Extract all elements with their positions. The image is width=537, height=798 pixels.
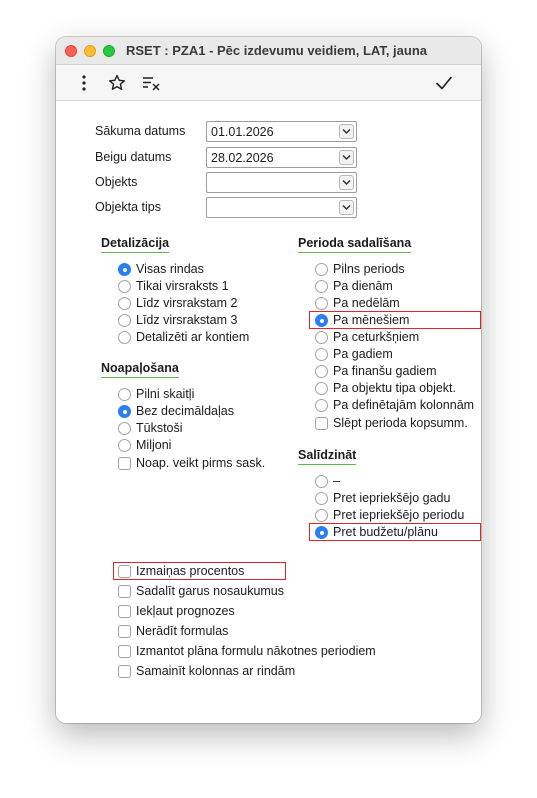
checkbox[interactable] <box>118 645 131 658</box>
radio[interactable] <box>118 280 131 293</box>
chevron-down-icon[interactable] <box>339 200 354 215</box>
end-date-label: Beigu datums <box>95 150 172 164</box>
radio-selected[interactable] <box>118 405 131 418</box>
object-type-label: Objekta tips <box>95 200 162 214</box>
object-combo[interactable] <box>206 172 357 193</box>
form-content: Sākuma datums 01.01.2026 Beigu datums 28.02.2026 Objekts Objekta tips Detalizācija Visas rindas Tikai virsraksts 1 Līdz virsrakstam 2 Līdz virsrakstam 3 Detalizēti ar kontiem Noapaļošana Pilni skaitļi Bez decimāldaļas Tūkstoši Miljoni Noap. veikt pirms sask. Perioda sadalīšana Pilns periods Pa dienām Pa nedēlām Pa mēnešiem Pa ceturkšņiem Pa gadiem Pa finanšu gadiem Pa objektu tipa objekt. Pa definētajām kolonnām Slēpt perioda kopsumm. Salīdzināt – Pret iepriekšējo gadu Pret iepriekšējo periodu Pret budžetu/plānu Izmaiņas procentos Sadalīt garus nosaukumus Iekļaut prognozes Nerādīt formulas Izmantot plāna formulu nākotnes periodiem Samainīt kolonnas ar rindām <box>56 101 481 723</box>
start-date-combo[interactable] <box>206 121 357 142</box>
chevron-down-icon[interactable] <box>339 175 354 190</box>
chevron-down-icon[interactable] <box>339 124 354 139</box>
radio[interactable] <box>315 263 328 276</box>
radio[interactable] <box>315 331 328 344</box>
compare-section-title: Salīdzināt <box>298 448 356 465</box>
highlight-percent-change <box>113 562 286 580</box>
radio[interactable] <box>315 297 328 310</box>
start-date-value: 01.01.2026 <box>211 125 274 139</box>
radio[interactable] <box>315 382 328 395</box>
radio[interactable] <box>315 365 328 378</box>
radio[interactable] <box>315 509 328 522</box>
more-vertical-icon[interactable] <box>73 73 95 93</box>
toolbar <box>56 65 481 101</box>
rounding-section-title: Noapaļošana <box>101 361 179 378</box>
object-label: Objekts <box>95 175 138 189</box>
checkbox[interactable] <box>118 605 131 618</box>
period-option-defined-columns[interactable]: Pa definētajām kolonnām <box>315 398 481 414</box>
start-date-label: Sākuma datums <box>95 124 186 138</box>
close-window-button[interactable] <box>65 45 77 57</box>
radio[interactable] <box>315 399 328 412</box>
checkbox[interactable] <box>118 585 131 598</box>
radio[interactable] <box>118 422 131 435</box>
radio[interactable] <box>315 475 328 488</box>
radio[interactable] <box>315 492 328 505</box>
period-section-title: Perioda sadalīšana <box>298 236 411 253</box>
highlight-months <box>309 311 481 329</box>
radio[interactable] <box>118 439 131 452</box>
zoom-window-button[interactable] <box>103 45 115 57</box>
chevron-down-icon[interactable] <box>339 150 354 165</box>
minimize-window-button[interactable] <box>84 45 96 57</box>
radio-selected[interactable] <box>118 263 131 276</box>
highlight-budget <box>309 523 481 541</box>
object-type-combo[interactable] <box>206 197 357 218</box>
checkbox[interactable] <box>118 665 131 678</box>
radio[interactable] <box>118 314 131 327</box>
radio[interactable] <box>118 388 131 401</box>
end-date-value: 28.02.2026 <box>211 151 274 165</box>
checkbox[interactable] <box>315 417 328 430</box>
window-title: RSET : PZA1 - Pēc izdevumu veidiem, LAT, jauna <box>126 43 427 58</box>
checkmark-icon[interactable] <box>433 73 455 93</box>
star-icon[interactable] <box>106 73 128 93</box>
title-bar <box>56 37 481 65</box>
detail-section-title: Detalizācija <box>101 236 169 253</box>
radio[interactable] <box>118 331 131 344</box>
report-window <box>56 37 481 723</box>
radio[interactable] <box>315 280 328 293</box>
checkbox[interactable] <box>118 457 131 470</box>
clear-filter-icon[interactable] <box>140 73 162 93</box>
checkbox[interactable] <box>118 625 131 638</box>
radio[interactable] <box>118 297 131 310</box>
radio[interactable] <box>315 348 328 361</box>
end-date-combo[interactable] <box>206 147 357 168</box>
